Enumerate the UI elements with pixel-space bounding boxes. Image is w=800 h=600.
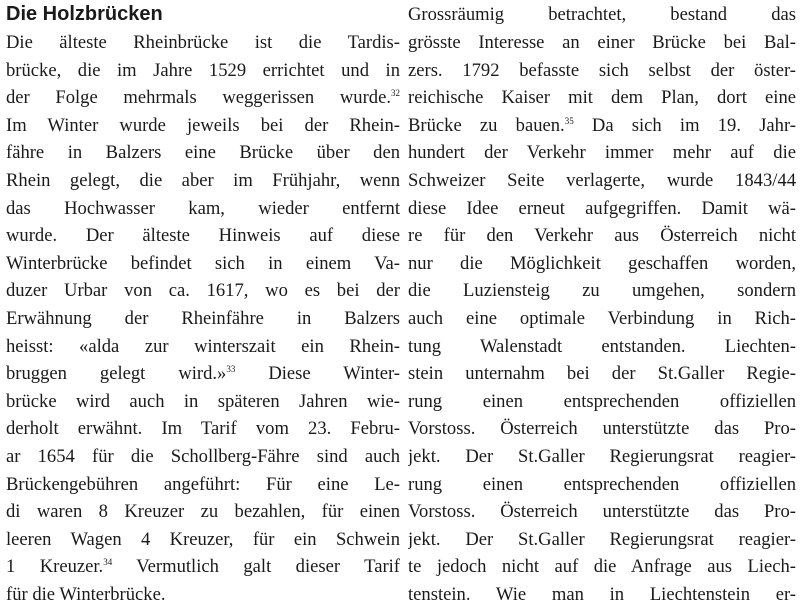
line-text: Brückengebühren angeführt: Für eine Le-: [6, 473, 400, 495]
text-line: [6, 277, 400, 305]
line-text: hundert der Verkehr immer mehr auf die: [408, 142, 796, 164]
text-line: [6, 471, 400, 499]
line-text: 1 Kreuzer.: [6, 556, 104, 578]
line-text: Im Winter wurde jeweils bei der Rhein-: [6, 114, 400, 136]
line-text-continued: Da sich im 19. Jahr-: [573, 114, 796, 136]
line-text: derholt erwähnt. Im Tarif vom 23. Febru-: [6, 418, 400, 440]
line-text: rung einen entsprechenden offiziellen: [408, 473, 796, 495]
footnote-marker: 32: [391, 88, 400, 99]
line-text: Rhein gelegt, die aber im Frühjahr, wenn: [6, 169, 400, 191]
line-text: Die älteste Rheinbrücke ist die Tardis-: [6, 32, 400, 53]
line-text-continued: Diese Winter-: [235, 363, 400, 385]
line-text: Schweizer Seite verlagerte, wurde 1843/44: [408, 169, 796, 191]
footnote-marker: 34: [103, 557, 113, 568]
text-line: [6, 29, 400, 57]
line-text: für die Winterbrücke.: [6, 583, 166, 600]
line-text: die Luziensteig zu umgehen, sondern: [408, 280, 796, 302]
line-text: heisst: «alda zur winterszait ein Rhein-: [6, 335, 400, 357]
line-text: Vorstoss. Österreich unterstützte das Pro-: [408, 418, 796, 440]
right-column-text: [408, 0, 796, 600]
text-line: [408, 222, 796, 250]
line-text: Brücke zu bauen.: [408, 114, 565, 136]
line-text: das Hochwasser kam, wieder entfernt: [6, 197, 400, 219]
text-line: [408, 57, 796, 85]
text-line: [408, 443, 796, 471]
text-line: [6, 360, 400, 388]
left-column: [6, 0, 400, 600]
line-text: diese Idee erneut aufgegriffen. Damit wä-: [408, 197, 796, 219]
text-line: [6, 388, 400, 416]
text-line: [6, 84, 400, 112]
line-text: duzer Urbar von ca. 1617, wo es bei der: [6, 280, 400, 302]
text-line: [408, 415, 796, 443]
line-text: reichische Kaiser mit dem Plan, dort eine: [408, 87, 796, 109]
line-text: ar 1654 für die Schollberg-Fähre sind auch: [6, 445, 400, 467]
line-text: te jedoch nicht auf die Anfrage aus Liech-: [408, 556, 796, 578]
section-heading: Die Holzbrücken: [6, 3, 163, 25]
text-line: [6, 167, 400, 195]
text-line: [6, 139, 400, 167]
line-text: tung Walenstadt entstanden. Liechten-: [408, 335, 796, 357]
text-line: [408, 112, 796, 140]
line-text: Erwähnung der Rheinfähre in Balzers: [6, 307, 400, 329]
text-line: [6, 57, 400, 85]
right-column: [408, 0, 796, 600]
text-line: [408, 139, 796, 167]
text-line: [408, 84, 796, 112]
text-line: [6, 333, 400, 361]
line-text: brücke, die im Jahre 1529 errichtet und in: [6, 59, 400, 81]
text-line: [6, 195, 400, 223]
text-line: [408, 195, 796, 223]
line-text: zers. 1792 befasste sich selbst der öster-: [408, 59, 796, 81]
line-text: Winterbrücke befindet sich in einem Va-: [6, 252, 400, 274]
text-line: [408, 333, 796, 361]
text-line: [408, 277, 796, 305]
text-line: [408, 553, 796, 581]
text-line: [408, 167, 796, 195]
text-line: [6, 498, 400, 526]
line-text: leeren Wagen 4 Kreuzer, für ein Schwein: [6, 528, 400, 550]
text-line: [6, 526, 400, 554]
line-text: tenstein. Wie man in Liechtenstein er-: [408, 583, 796, 600]
line-text: stein unternahm bei der St.Galler Regie-: [408, 363, 796, 385]
text-line: [6, 443, 400, 471]
line-text: der Folge mehrmals weggerissen wurde.: [6, 87, 391, 109]
text-line: [408, 388, 796, 416]
line-text: jekt. Der St.Galler Regierungsrat reagier-: [408, 445, 796, 467]
text-line: [408, 526, 796, 554]
text-line: [6, 305, 400, 333]
text-line: [408, 305, 796, 333]
text-line: [408, 360, 796, 388]
text-line: [6, 415, 400, 443]
text-line: [408, 581, 796, 600]
line-text: fähre in Balzers eine Brücke über den: [6, 142, 400, 164]
line-text: Grossräumig betrachtet, bestand das: [408, 4, 796, 25]
text-line: [408, 471, 796, 499]
footnote-marker: 35: [564, 115, 574, 126]
text-line: [408, 498, 796, 526]
line-text: di waren 8 Kreuzer zu bezahlen, für einen: [6, 501, 400, 523]
line-text: brücke wird auch in späteren Jahren wie-: [6, 390, 400, 412]
text-line: [6, 250, 400, 278]
text-line: [408, 0, 796, 29]
text-line: [6, 222, 400, 250]
line-text: jekt. Der St.Galler Regierungsrat reagier-: [408, 528, 796, 550]
footnote-marker: 33: [226, 364, 236, 375]
line-text: grösste Interesse an einer Brücke bei Bal-: [408, 32, 796, 53]
line-text: rung einen entsprechenden offiziellen: [408, 390, 796, 412]
line-text: wurde. Der älteste Hinweis auf diese: [6, 225, 400, 247]
left-column-text: [6, 29, 400, 600]
line-text-continued: Vermutlich galt dieser Tarif: [112, 556, 400, 578]
line-text: Vorstoss. Österreich unterstützte das Pro-: [408, 501, 796, 523]
line-text: nur die Möglichkeit geschaffen worden,: [408, 252, 796, 274]
line-text: auch eine optimale Verbindung in Rich-: [408, 307, 796, 329]
text-line: [6, 112, 400, 140]
line-text: bruggen gelegt wird.»: [6, 363, 227, 385]
line-text: re für den Verkehr aus Österreich nicht: [408, 225, 796, 247]
text-line: [408, 29, 796, 57]
text-line: [6, 553, 400, 581]
text-line: [408, 250, 796, 278]
text-line: [6, 581, 400, 600]
